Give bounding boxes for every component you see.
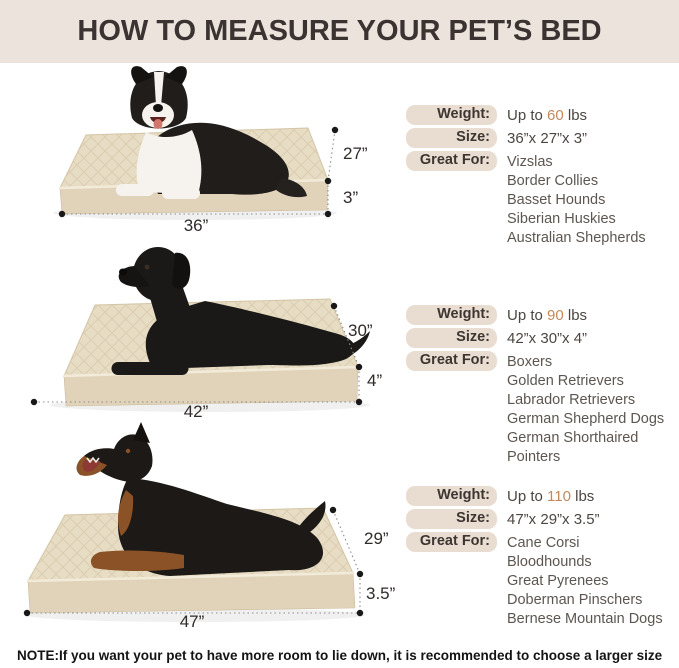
footer-note: NOTE:If you want your pet to have more room to lie down, it is recommended to choose a larger size: [17, 648, 663, 663]
breed-item: Golden Retrievers: [507, 373, 624, 389]
breed-item: Siberian Huskies: [507, 211, 616, 227]
size-row: [406, 509, 678, 529]
width-dimension-label: 42”: [183, 402, 209, 420]
size-label: Size:: [406, 328, 497, 348]
width-dimension-label: 36”: [183, 216, 209, 235]
depth-dimension-label: 27”: [343, 144, 368, 163]
weight-value: [507, 486, 594, 505]
size-section-xl: [0, 420, 679, 638]
weight-number: 110: [547, 488, 571, 505]
weight-prefix: Up to: [507, 307, 548, 324]
bed-illustration-medium: [0, 60, 400, 235]
weight-row: [406, 305, 678, 325]
great-for-label: Great For:: [406, 151, 497, 171]
size-section-medium: [0, 60, 679, 246]
breed-item: Vizslas: [507, 154, 553, 170]
weight-label: Weight:: [406, 486, 497, 506]
width-dimension-label: 47”: [179, 612, 205, 631]
weight-suffix: lbs: [570, 488, 595, 505]
breed-item: Boxers: [507, 354, 553, 370]
great-for-row: [406, 151, 678, 248]
size-value: 36”x 27”x 3”: [507, 130, 588, 147]
weight-value: [507, 105, 587, 124]
weight-label: Weight:: [406, 305, 497, 325]
breed-list: [507, 151, 646, 248]
info-block-medium: [406, 105, 678, 251]
weight-prefix: Up to: [507, 488, 548, 505]
weight-value: [507, 305, 587, 324]
weight-label: Weight:: [406, 105, 497, 125]
size-value: 47”x 29”x 3.5”: [507, 511, 600, 528]
breed-item: German Shepherd Dogs: [507, 411, 665, 427]
size-row: [406, 128, 678, 148]
header-banner: [0, 0, 679, 63]
breed-item: German Shorthaired Pointers: [507, 430, 639, 465]
breed-list: [507, 532, 663, 629]
bed-illustration-xl: [0, 420, 400, 638]
size-value: 42”x 30”x 4”: [507, 330, 588, 347]
weight-suffix: lbs: [563, 107, 588, 124]
great-for-row: [406, 532, 678, 629]
weight-prefix: Up to: [507, 107, 548, 124]
size-row: [406, 328, 678, 348]
thickness-dimension-label: 3”: [343, 188, 359, 207]
breed-item: Doberman Pinschers: [507, 592, 643, 608]
size-label: Size:: [406, 509, 497, 529]
depth-dimension-label: 29”: [364, 529, 389, 548]
breed-item: Great Pyrenees: [507, 573, 609, 589]
thickness-dimension-label: 3.5”: [366, 584, 396, 603]
breed-item: Labrador Retrievers: [507, 392, 636, 408]
breed-item: Australian Shepherds: [507, 230, 646, 246]
breed-item: Bernese Mountain Dogs: [507, 611, 663, 627]
weight-row: [406, 486, 678, 506]
weight-row: [406, 105, 678, 125]
info-block-xl: [406, 486, 678, 632]
great-for-label: Great For:: [406, 351, 497, 371]
breed-item: Basset Hounds: [507, 192, 606, 208]
page-title: HOW TO MEASURE YOUR PET’S BED: [77, 15, 602, 47]
thickness-dimension-label: 4”: [367, 371, 383, 390]
weight-number: 60: [547, 107, 564, 124]
weight-number: 90: [547, 307, 564, 324]
size-section-large: [0, 235, 679, 465]
great-for-label: Great For:: [406, 532, 497, 552]
breed-item: Cane Corsi: [507, 535, 580, 551]
weight-suffix: lbs: [563, 307, 588, 324]
dog-doberman: [77, 422, 326, 576]
depth-dimension-label: 30”: [348, 321, 373, 340]
bed-illustration-large: [0, 235, 400, 420]
size-label: Size:: [406, 128, 497, 148]
breed-item: Border Collies: [507, 173, 599, 189]
breed-item: Bloodhounds: [507, 554, 592, 570]
